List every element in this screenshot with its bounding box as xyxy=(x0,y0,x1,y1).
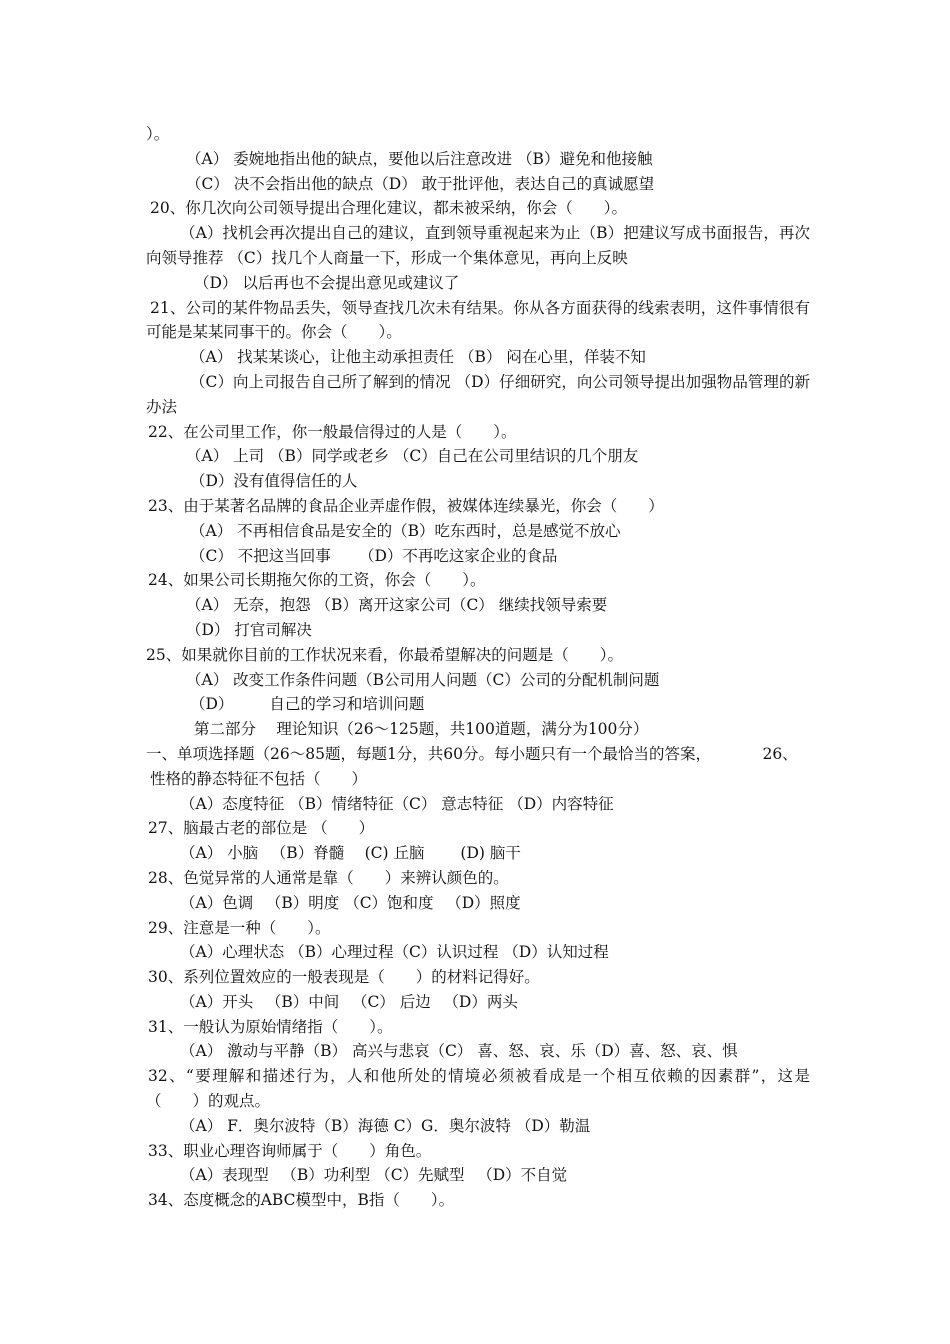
question-32-block xyxy=(0,1064,950,1114)
option-line: （A） 找某某谈心，让他主动承担责任 （B） 闷在心里，佯装不知 xyxy=(190,348,646,367)
question-20: 20、你几次向公司领导提出合理化建议，都未被采纳，你会（ ）。 xyxy=(150,199,627,218)
option-line: （A）心理状态 （B）心理过程（C）认识过程 （D）认知过程 xyxy=(180,943,609,962)
question-21: 21、公司的某件物品丢失，领导查找几次未有结果。你从各方面获得的线索表明，这件事情很有可能是某某同事干的。你会（ ）。 xyxy=(146,298,810,342)
option-line: （A） F．奥尔波特（B）海德 C）G．奥尔波特 （D）勒温 xyxy=(180,1116,591,1135)
question-28: 28、色觉异常的人通常是靠（ ）来辨认颜色的。 xyxy=(148,868,509,887)
option-line: （C） 决不会指出他的缺点（D） 敢于批评他，表达自己的真诚愿望 xyxy=(186,174,655,193)
question-33: 33、职业心理咨询师属于（ ）角色。 xyxy=(148,1141,432,1160)
option-line: （A） 小脑 （B）脊髓 (C) 丘脑 (D) 脑干 xyxy=(180,844,521,863)
option-line: （A） 委婉地指出他的缺点，要他以后注意改进 （B）避免和他接触 xyxy=(186,149,653,168)
option-line: （A） 无奈，抱怨 （B）离开这家公司（C） 继续找领导索要 xyxy=(186,596,608,615)
option-line: （D）没有值得信任的人 xyxy=(190,472,358,491)
question-21-block xyxy=(0,296,950,346)
option-line: （C） 不把这当回事 （D）不再吃这家企业的食品 xyxy=(190,546,558,565)
question-24: 24、如果公司长期拖欠你的工资，你会（ ）。 xyxy=(148,571,486,590)
option-line: （A） 上司 （B）同学或老乡 （C）自己在公司里结识的几个朋友 xyxy=(186,447,639,466)
option-line: （A） 不再相信食品是安全的（B）吃东西时，总是感觉不放心 xyxy=(190,521,621,540)
option-block-21 xyxy=(0,370,950,420)
question-26: 性格的静态特征不包括（ ） xyxy=(150,769,368,788)
question-22: 22、在公司里工作，你一般最信得过的人是（ ）。 xyxy=(148,422,517,441)
question-27: 27、脑最古老的部位是 （ ） xyxy=(148,819,375,838)
option-block-20 xyxy=(0,221,950,271)
section-heading: 第二部分 理论知识（26～125题，共100道题，满分为100分） xyxy=(194,720,649,739)
question-30: 30、系列位置效应的一般表现是（ ）的材料记得好。 xyxy=(148,968,540,987)
document-body xyxy=(0,122,950,1213)
option-line: （A）开头 （B）中间 （C） 后边 （D）两头 xyxy=(180,992,518,1011)
option-line: （A） 改变工作条件问题（B公司用人问题（C）公司的分配机制问题 xyxy=(186,670,660,689)
option-line: （C）向上司报告自己所了解到的情况 （D）仔细研究，向公司领导提出加强物品管理的新办法 xyxy=(146,372,810,416)
question-23: 23、由于某著名品牌的食品企业弄虚作假，被媒体连续暴光，你会（ ） xyxy=(148,496,664,515)
option-line: （A） 激动与平静（B） 高兴与悲哀（C） 喜、怒、哀、乐（D）喜、怒、哀、惧 xyxy=(180,1042,738,1061)
question-31: 31、一般认为原始情绪指（ ）。 xyxy=(148,1017,393,1036)
question-32: 32、“要理解和描述行为，人和他所处的情境必须被看成是一个相互依赖的因素群”，这是（ ）的观点。 xyxy=(146,1067,810,1111)
option-line: （A）态度特征 （B）情绪特征（C） 意志特征 （D）内容特征 xyxy=(180,794,614,813)
option-line: （A）表现型 （B）功利型 （C）先赋型 （D）不自觉 xyxy=(180,1166,568,1185)
option-line: （D） 自己的学习和培训问题 xyxy=(190,695,425,714)
option-line: （D） 打官司解决 xyxy=(186,620,312,639)
option-line: （D） 以后再也不会提出意见或建议了 xyxy=(194,273,460,292)
option-line: （A）色调 （B）明度 （C）饱和度 （D）照度 xyxy=(180,893,521,912)
option-line: （A）找机会再次提出自己的建议，直到领导重视起来为止（B）把建议写成书面报告，再次向领导推荐 （C）找几个人商量一下，形成一个集体意见，再向上反映 xyxy=(146,224,810,267)
question-25: 25、如果就你目前的工作状况来看，你最希望解决的问题是（ ）。 xyxy=(146,645,623,664)
question-29: 29、注意是一种（ ）。 xyxy=(148,918,331,937)
text-line: ）。 xyxy=(146,125,170,143)
section-instructions: 一、单项选择题（26～85题，每题1分，共60分。每小题只有一个最恰当的答案， 26、 xyxy=(146,744,798,763)
question-34: 34、态度概念的ABC模型中，B指（ ）。 xyxy=(148,1191,455,1210)
